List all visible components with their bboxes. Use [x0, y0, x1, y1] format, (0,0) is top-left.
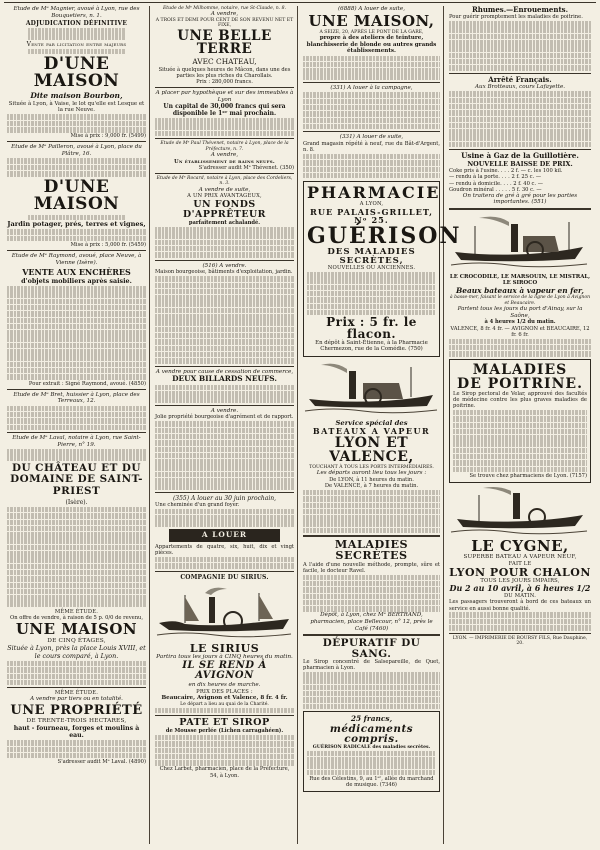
- ad-time: DU MATIN.: [503, 593, 537, 600]
- ad-headline: Beaux bateaux à vapeur en fer,: [456, 285, 584, 295]
- ad-header: Etude de Mᵉ Laval, notaire à Lyon, rue Saint-Pierre, n° 19.: [12, 435, 141, 448]
- ad-subtitle: A UN PRIX AVANTAGEUX,: [187, 193, 262, 200]
- steamboat-illustration: [449, 212, 591, 272]
- ad-subtitle: GUÉRISON RADICALE des maladies secrètes.: [312, 744, 431, 750]
- ad-departure: De LYON, à 11 heures du matin.: [329, 476, 414, 483]
- ad-laval-propriete: [7, 690, 146, 765]
- ad-headline: MALADIES: [472, 361, 568, 378]
- ad-text: à basse-mer, faisant le service de la ligne de Lyon à Avignon et Beaucaire.: [449, 295, 591, 306]
- ad-text: Les passagers trouveront à bord de ces bateaux un service en aussi bonne qualité.: [449, 599, 591, 612]
- ad-331-campagne: [303, 85, 440, 129]
- ad-headline: UNE MAISON,: [308, 11, 435, 30]
- ad-text: Située à quelques heures de Mâcon, dans une des parties les plus riches du Charollais.: [158, 66, 291, 79]
- ad-header: Etude de Mᵉ Bret, huissier à Lyon, place des Terreaux, 12.: [13, 391, 140, 405]
- ad-header: Etude de Mᵉ Raymond, avoué, place Neuve, à Vienne (Isère).: [11, 253, 142, 266]
- ad-headline: médicaments compris.: [329, 722, 414, 746]
- ad-title: Arrêté Français.: [488, 74, 552, 84]
- ad-crocodile: [449, 212, 591, 357]
- ad-a-louer: [155, 529, 294, 569]
- ad-headline: D'UNE MAISON: [33, 54, 120, 92]
- ad-maison-6888: [303, 6, 440, 80]
- ad-headline: DEUX BILLARDS NEUFS.: [172, 374, 277, 384]
- printer-imprint: LYON. — IMPRIMERIE DE BOURSY FILS, Rue Dauphine, 20.: [452, 635, 588, 646]
- ad-text: Appartements de quatre, six, huit, dix et vingt pièces.: [155, 543, 294, 556]
- ad-header: Etude de Mᵉ Rocard, notaire à Lyon, place des Cordeliers, n. 3.: [156, 175, 293, 187]
- ad-headline: UNE MAISON: [15, 620, 138, 639]
- ad-text: Le départ a lieu au quai de la Charité.: [180, 701, 269, 707]
- ad-headline: UN FONDS D'APPRÊTEUR: [183, 199, 266, 220]
- ad-text: Le Sirop pectoral de Velar, approuvé des facultés de médecine contre les plus graves maladies de poitrine.: [453, 390, 587, 409]
- ad-355: [155, 495, 294, 527]
- ad-maladies-secretes: [303, 539, 440, 632]
- ad-dates: Du 2 au 10 avril, à 6 heures 1/2: [449, 582, 591, 593]
- ad-depot: En dépôt à Saint-Étienne, à la Pharmacie Chermezon, rue de la Comédie. (750): [315, 340, 428, 353]
- ad-title: (331) A louer à la campagne,: [330, 84, 413, 91]
- ad-subtitle: A LYON,: [359, 201, 384, 208]
- ad-signature: On traitera de gré à gré pour les parties importantes. (551): [462, 192, 578, 206]
- ad-text: On offre de vendre, à raison de 5 p. 0/0 de revenu,: [9, 615, 144, 622]
- ad-title: ADJUDICATION DÉFINITIVE: [25, 20, 128, 28]
- price-row: Goudron minéral . . . . . 5 f. 30 c. —: [449, 186, 542, 193]
- ad-subtitle: en dix heures de marche.: [188, 682, 261, 689]
- ad-signature: Pour extrait : Signé Raymond, avoué. (4850): [28, 380, 146, 387]
- ad-subtitle: DES MALADIES SECRÈTES,: [327, 246, 416, 266]
- ad-subtitle: (Isère).: [65, 499, 88, 507]
- ad-jolie-propriete: [155, 408, 294, 490]
- ad-headline: Un capital de 30,000 francs qui sera disponible le 1ᵉʳ mai prochain.: [163, 103, 286, 118]
- ad-headline: DÉPURATIF DU SANG.: [322, 637, 421, 660]
- ad-subtitle: DE TRENTE-TROIS HECTARES,: [26, 718, 127, 725]
- ad-text: Une cheminée d'un grand foyer.: [155, 501, 240, 508]
- ad-signature: Se trouve chez pharmaciens de Lyon. (7157): [469, 472, 587, 479]
- ad-header: Etude de Mᵉ Magnier, avoué à Lyon, rue des Bouquetiers, n. 1.: [13, 6, 140, 19]
- ad-title: MÊME ÉTUDE.: [54, 690, 99, 697]
- ad-time: à 4 heures 1/2 du matin.: [484, 319, 556, 326]
- ad-subtitle: AVEC CHATEAU,: [192, 56, 257, 66]
- ad-raymond: [7, 253, 146, 387]
- ad-text: Les départs auront lieu tous les jours :: [316, 470, 427, 477]
- ad-subtitle: d'objets mobiliers après saisie.: [21, 276, 132, 285]
- pharmacie-ad: [303, 181, 462, 356]
- ship-names: LE CROCODILE, LE MARSOUIN, LE MISTRAL, LE SIROCO: [449, 273, 591, 287]
- ad-headline: PATE ET SIROP: [179, 717, 270, 729]
- ad-text: A vendre par tiers ou en totalité.: [30, 696, 123, 703]
- ad-signature: Chez Larbet, pharmacien, place de la Préfecture, 54, à Lyon.: [159, 766, 290, 779]
- ad-title: Usine à Gaz de la Guillotière.: [461, 151, 579, 161]
- column-1: [4, 6, 150, 844]
- ad-text: A l'aide d'une nouvelle méthode, prompte, sûre et facile, le docteur Ravel.: [303, 561, 440, 574]
- ad-subtitle: Vente par licitation entre majeurs: [26, 40, 127, 48]
- ad-headline: LYON POUR CHALON: [449, 565, 591, 579]
- ad-signature: S'adresser audit Mᵉ Laval. (4890): [57, 759, 146, 766]
- ad-text: A TROIS ET DEMI POUR CENT DE SON REVENU NET ET FIXE,: [155, 18, 294, 29]
- ad-price: Mise à prix : 5,000 fr. (5459): [70, 241, 146, 248]
- column-3: [300, 6, 462, 844]
- ad-subtitle: BATEAUX A VAPEUR: [312, 425, 431, 436]
- ad-text: haut - fourneau, forges et moulins à eau.: [13, 724, 140, 740]
- ad-thevenet: [155, 141, 294, 171]
- ad-headline: UNE PROPRIÉTÉ: [10, 703, 143, 719]
- ad-title: A vendre de suite,: [198, 186, 251, 193]
- ad-signature: Rue des Célestins, 9, au 1ᵉʳ, allée du marchand de musique. (7346): [309, 775, 434, 789]
- ad-text: NOUVELLES OU ANCIENNES.: [327, 265, 416, 272]
- ad-title: (355) A louer au 30 juin prochain,: [172, 494, 277, 502]
- ship-name: LE CYGNE,: [471, 537, 569, 555]
- ad-title: VENTE AUX ENCHÈRES: [22, 267, 131, 278]
- ad-usine-gaz: [449, 152, 591, 206]
- ad-capital: [155, 90, 294, 136]
- ad-subtitle: Aux Brotteaux, cours Lafayette.: [474, 84, 566, 90]
- ad-laval-maison: [7, 609, 146, 685]
- ad-title: (331) A louer de suite,: [339, 134, 404, 141]
- price-row: Coke pris à l'usine. . . . 2 f. — c. les 100 kil.: [449, 168, 563, 175]
- ad-route: VALENCE, 8 fr. 4 fr. — AVIGNON et BEAUCAIRE, 12 fr. 6 fr.: [450, 325, 590, 338]
- ad-sirius: [155, 574, 294, 714]
- ad-headline: DU CHÂTEAU ET DU DOMAINE DE SAINT-PRIEST: [10, 461, 143, 497]
- ad-price: Prix : 5 fr. le flacon.: [326, 315, 417, 342]
- price-row: — rendu à domicile. . . . 2 f. 40 c. —: [449, 180, 543, 187]
- ad-departure: De VALENCE, à 7 heures du matin.: [324, 482, 419, 489]
- ad-billards: [155, 369, 294, 403]
- ad-title: (6888) A louer de suite,: [338, 6, 405, 12]
- column-2: [152, 6, 298, 844]
- ad-title: A vendre.: [210, 407, 239, 414]
- ad-departure: Partent tous les jours du port d'Ainay, sur la Saône,: [457, 306, 583, 319]
- ad-text: A placer par hypothèque et sur des immeubles à Lyon: [155, 89, 294, 103]
- ad-title: Service spécial des: [335, 418, 408, 427]
- ad-service-bateaux: [303, 359, 440, 533]
- ad-bold-line: Dite maison Bourbon,: [30, 91, 123, 101]
- ad-headline: Un établissement de bains neufs.: [174, 158, 275, 165]
- ad-subtitle: NOUVELLE BAISSE DE PRIX.: [467, 159, 573, 168]
- ad-rhumes: [449, 6, 591, 71]
- ad-text: Partira tous les jours à CINQ heures du matin.: [156, 653, 293, 660]
- ad-route: Beaucaire, Avignon et Valence, 8 fr. 4 fr.: [161, 695, 288, 702]
- ad-rocard: [155, 176, 294, 258]
- ad-text: Située à Lyon, à Vaise, le lot qu'elle est Lesque et la rue Neuve.: [8, 100, 145, 114]
- steamboat-illustration: [303, 359, 440, 417]
- ad-address: RUE PALAIS-GRILLET, Nᵒ 25.: [310, 206, 433, 225]
- ad-title: Rhumes.—Enrouements.: [471, 5, 569, 14]
- ad-magnier: [7, 6, 146, 139]
- ad-medicaments: [303, 711, 440, 792]
- ad-331-magasin: [303, 134, 440, 178]
- ad-title: (516) A vendre.: [202, 262, 247, 269]
- ad-title: A vendre,: [210, 151, 239, 158]
- ad-title: A vendre,: [210, 11, 239, 18]
- ad-price: 25 francs,: [350, 714, 393, 724]
- ad-subtitle: de Mousse perlée (Lichen carragahéen).: [165, 728, 284, 735]
- ad-milhomme: [155, 6, 294, 85]
- steamboat-illustration: [155, 583, 294, 641]
- ad-text: Grand magasin répété à neuf, rue du Bât-d'Argent, n. 8.: [303, 140, 440, 154]
- ad-address: Dépôt, à Lyon, chez Mᵉ BERTRAND, pharmacien, place Bellecour, n° 12, près le Café (7460): [310, 612, 433, 632]
- ad-pate-sirop: [155, 718, 294, 778]
- ad-subtitle: Jardin potager, prés, terres et vignes,: [7, 219, 146, 228]
- ad-text: Le Sirop concentré de Salsepareille, de Quet, pharmacien à Lyon.: [303, 659, 440, 672]
- price-row: — rendu à la porte. . . . 2 f. 25 c. —: [449, 174, 542, 181]
- ad-title: MÊME ÉTUDE.: [54, 608, 99, 615]
- ad-laval: [7, 435, 146, 607]
- ad-depuratif: [303, 638, 440, 709]
- ad-text: Pour guérir promptement les maladies de poitrine.: [449, 14, 583, 21]
- ad-text: Maison bourgeoise, bâtiments d'exploitation, jardin.: [155, 269, 293, 276]
- ad-text: FAIT LE: [508, 560, 532, 567]
- ad-price: Mise à prix : 9,000 fr. (5499): [70, 133, 146, 140]
- ad-headline: LYON ET VALENCE,: [329, 434, 414, 465]
- ad-text: Jolie propriété bourgeoise d'agrément et de rapport.: [155, 414, 294, 421]
- ad-title: COMPAGNIE DU SIRIUS.: [180, 573, 269, 581]
- ad-headline: UNE BELLE TERRE: [177, 27, 272, 58]
- ad-header: Etude de Mᵉ Pailleron, avoué à Lyon, place du Plâtre, 16.: [11, 144, 142, 158]
- ad-headline: GUÉRISON: [307, 222, 462, 249]
- ad-header: Etude de Mᵉ Milhomme, notaire, rue St-Claude, n. 8.: [162, 6, 287, 11]
- ad-headline: IL SE REND À AVIGNON: [182, 660, 267, 682]
- ad-signature: S'adresser audit Mᵉ Thévenet. (350): [198, 164, 294, 171]
- ad-pailleron: [7, 144, 146, 248]
- ad-subtitle: A SEIZE, 20, APRÈS LE PONT DE LA GARE,: [319, 29, 424, 35]
- steamboat-illustration: [449, 485, 591, 537]
- ad-prices-title: PRIX DES PLACES :: [196, 689, 253, 696]
- ad-title: A vendre pour cause de cessation de commerce,: [155, 368, 294, 375]
- ad-headline: MALADIES SECRÈTES: [334, 537, 409, 563]
- ad-subtitle: DE CINQ ÉTAGES,: [47, 638, 106, 645]
- ad-banner: A LOUER: [169, 529, 280, 542]
- ad-maladies-poitrine: [449, 359, 591, 483]
- ad-price: Prix : 280,000 francs.: [196, 78, 253, 85]
- ad-text: Située à Lyon, près la place Louis XVIII, et le cours comparé, à Lyon.: [7, 644, 146, 660]
- ad-bret: [7, 392, 146, 430]
- ship-name: LE SIRIUS: [189, 641, 260, 655]
- ad-title: PHARMACIE: [307, 183, 441, 203]
- ad-header: Etude de Mᵉ Paul Thévenet, notaire à Lyon, place de la Préfecture, n. 7.: [160, 141, 289, 152]
- ad-text: parfaitement achalandé.: [188, 220, 261, 227]
- ad-subtitle: SUPERBE BATEAU A VAPEUR NEUF,: [463, 554, 577, 560]
- ad-516: [155, 263, 294, 364]
- column-4: [446, 6, 594, 844]
- ad-arrete: [449, 76, 591, 148]
- ad-text: TOUCHANT À TOUS LES PORTS INTERMÉDIAIRES.: [309, 464, 434, 470]
- ad-text: TOUS LES JOURS IMPAIRS,: [480, 577, 560, 584]
- ad-cygne: [449, 485, 591, 631]
- top-rule: [4, 2, 596, 3]
- ad-headline: D'UNE MAISON: [33, 176, 120, 214]
- ad-text: propre à des ateliers de teinture, blanchisserie de blonde ou autres grands établissements.: [306, 35, 437, 55]
- ad-headline: DE POITRINE.: [457, 375, 583, 392]
